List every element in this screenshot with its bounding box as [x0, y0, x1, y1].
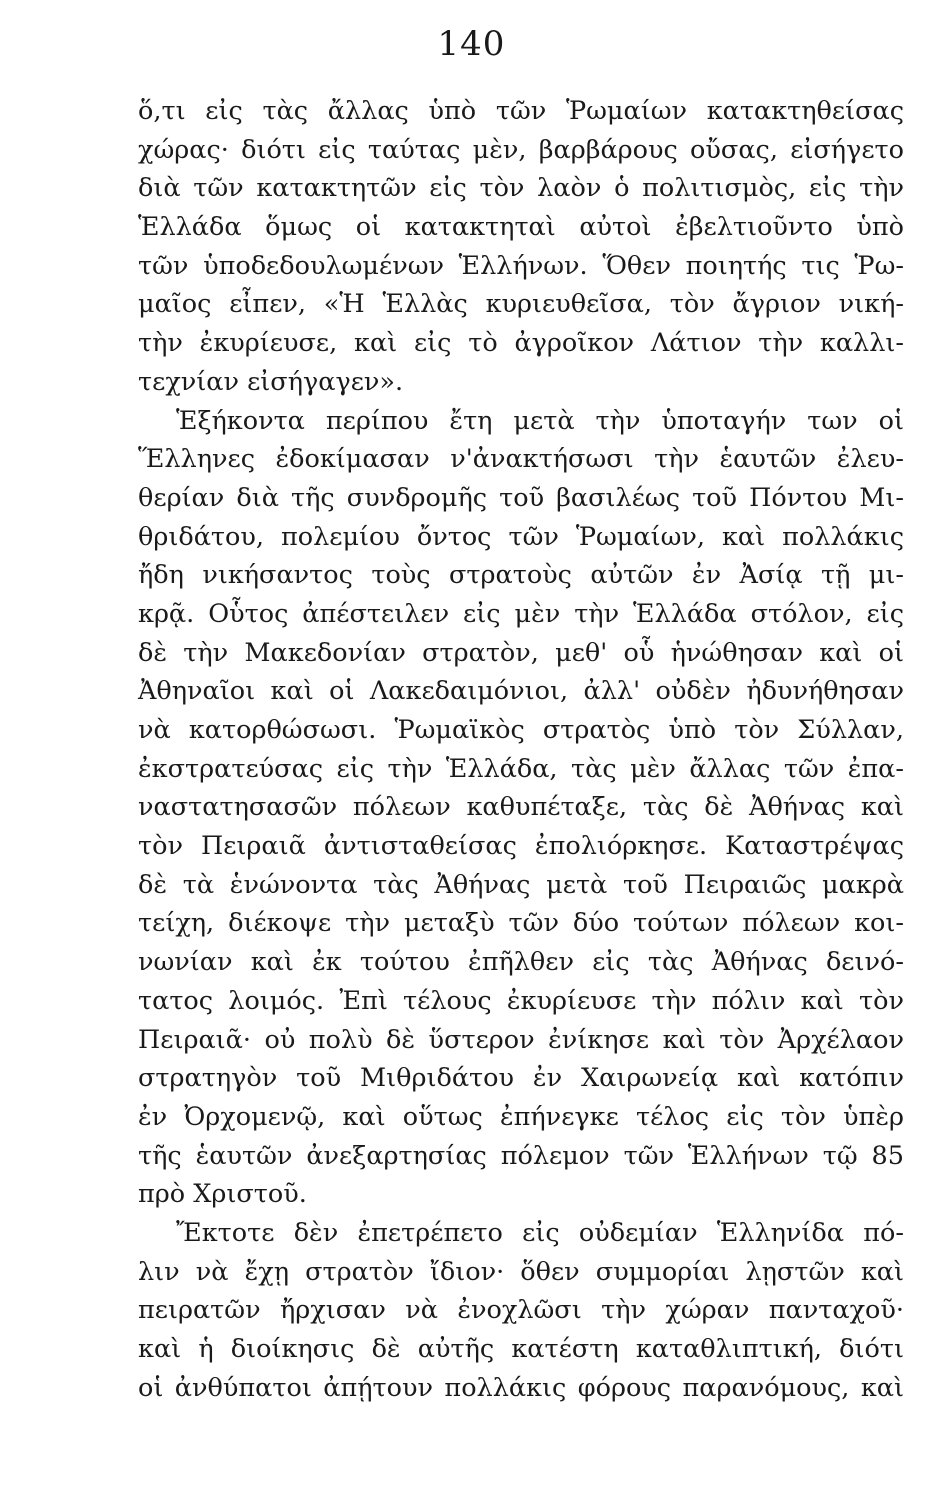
paragraph-first-line: Ἑξήκοντα περίπου ἔτη μετὰ τὴν ὑποταγήν των οἱ	[176, 405, 904, 436]
text-line: ἐν Ὀρχομενῷ, καὶ οὕτως ἐπήνεγκε τέλος εἰς τὸν ὑπὲρ	[138, 1101, 904, 1132]
text-line: Πειραιᾶ· οὐ πολὺ δὲ ὕστερον ἐνίκησε καὶ τὸν Ἀρχέλαον	[138, 1024, 904, 1055]
text-line: δὲ τὰ ἑνώνοντα τὰς Ἀθήνας μετὰ τοῦ Πειραιῶς μακρὰ	[138, 869, 904, 900]
text-line: τείχη, διέκοψε τὴν μεταξὺ τῶν δύο τούτων πόλεων κοι-	[138, 908, 904, 939]
text-line: τῶν ὑποδεδουλωμένων Ἑλλήνων. Ὅθεν ποιητής τις Ῥω-	[138, 250, 904, 281]
text-line: πειρατῶν ἤρχισαν νὰ ἐνοχλῶσι τὴν χώραν πανταχοῦ·	[138, 1295, 904, 1326]
text-line: κρᾷ. Οὗτος ἀπέστειλεν εἰς μὲν τὴν Ἑλλάδα στόλον, εἰς	[138, 598, 904, 629]
text-line: ἤδη νικήσαντος τοὺς στρατοὺς αὐτῶν ἐν Ἀσίᾳ τῇ μι-	[138, 560, 904, 591]
text-line: μαῖος εἶπεν, «Ἡ Ἑλλὰς κυριευθεῖσα, τὸν ἄγριον νική-	[138, 289, 904, 320]
page-number: 140	[437, 24, 506, 64]
text-line: Ἑλλάδα ὅμως οἱ κατακτηταὶ αὐτοὶ ἐβελτιοῦντο ὑπὸ	[138, 212, 904, 243]
text-line: θριδάτου, πολεμίου ὄντος τῶν Ῥωμαίων, καὶ πολλάκις	[138, 521, 904, 552]
text-line: Ἀθηναῖοι καὶ οἱ Λακεδαιμόνιοι, ἀλλ' οὐδὲν ἠδυνήθησαν	[138, 676, 904, 707]
text-line: καὶ ἡ διοίκησις δὲ αὐτῆς κατέστη καταθλιπτική, διότι	[138, 1334, 904, 1364]
text-line: λιν νὰ ἔχῃ στρατὸν ἴδιον· ὅθεν συμμορίαι λῃστῶν καὶ	[138, 1256, 904, 1287]
body-text	[138, 92, 904, 1407]
text-line: χώρας· διότι εἰς ταύτας μὲν, βαρβάρους οὔσας, εἰσήγετο	[138, 134, 904, 165]
text-line: τεχνίαν εἰσήγαγεν».	[138, 366, 404, 397]
text-line: τατος λοιμός. Ἐπὶ τέλους ἐκυρίευσε τὴν πόλιν καὶ τὸν	[138, 985, 904, 1016]
text-line: διὰ τῶν κατακτητῶν εἰς τὸν λαὸν ὁ πολιτισμὸς, εἰς τὴν	[138, 173, 904, 204]
text-line: ἐκστρατεύσας εἰς τὴν Ἑλλάδα, τὰς μὲν ἄλλας τῶν ἐπα-	[138, 753, 904, 784]
text-line: νὰ κατορθώσωσι. Ῥωμαϊκὸς στρατὸς ὑπὸ τὸν Σύλλαν,	[138, 715, 904, 745]
text-line: δὲ τὴν Μακεδονίαν στρατὸν, μεθ' οὗ ἡνώθησαν καὶ οἱ	[138, 637, 904, 668]
text-line: ὅ,τι εἰς τὰς ἄλλας ὑπὸ τῶν Ῥωμαίων κατακτηθείσας	[138, 96, 904, 126]
text-line: τῆς ἑαυτῶν ἀνεξαρτησίας πόλεμον τῶν Ἑλλήνων τῷ 85	[138, 1140, 904, 1171]
text-line: θερίαν διὰ τῆς συνδρομῆς τοῦ βασιλέως τοῦ Πόντου Μι-	[138, 482, 904, 513]
text-line: πρὸ Χριστοῦ.	[138, 1179, 307, 1210]
text-line: Ἕλληνες ἐδοκίμασαν ν'ἀνακτήσωσι τὴν ἑαυτῶν ἐλευ-	[138, 444, 904, 475]
text-line: τὴν ἐκυρίευσε, καὶ εἰς τὸ ἀγροῖκον Λάτιον τὴν καλλι-	[138, 328, 904, 359]
text-line: οἱ ἀνθύπατοι ἀπῄτουν πολλάκις φόρους παρανόμους, καὶ	[138, 1372, 904, 1403]
text-line: νωνίαν καὶ ἐκ τούτου ἐπῆλθεν εἰς τὰς Ἀθήνας δεινό-	[138, 947, 904, 978]
text-line: τὸν Πειραιᾶ ἀντισταθείσας ἐπολιόρκησε. Καταστρέψας	[138, 831, 904, 862]
text-line: στρατηγὸν τοῦ Μιθριδάτου ἐν Χαιρωνείᾳ καὶ κατόπιν	[138, 1063, 904, 1094]
text-line: ναστατησασῶν πόλεων καθυπέταξε, τὰς δὲ Ἀθήνας καὶ	[138, 792, 904, 823]
paragraph-first-line: Ἔκτοτε δὲν ἐπετρέπετο εἰς οὐδεμίαν Ἑλληνίδα πό-	[176, 1217, 904, 1248]
